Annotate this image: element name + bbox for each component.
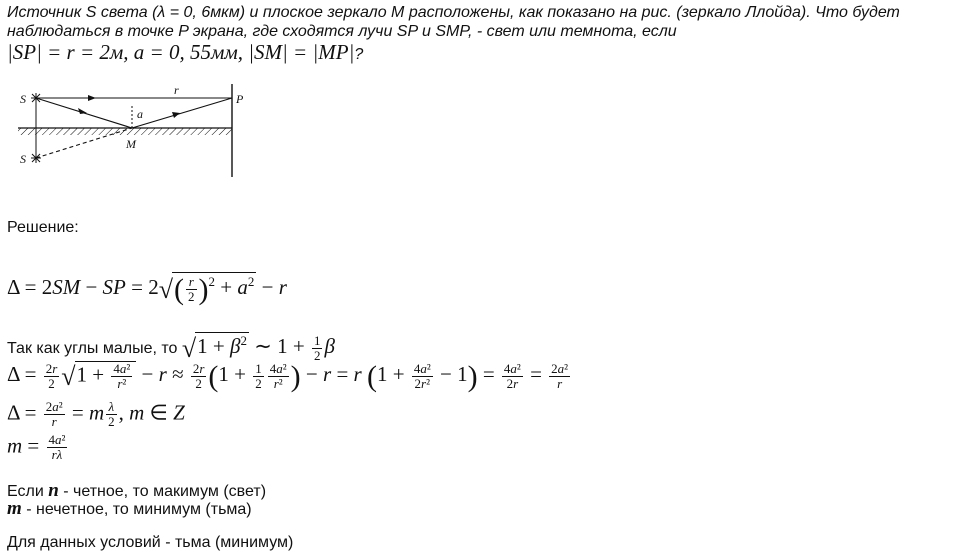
label-s-top: S xyxy=(20,92,26,106)
formula-delta-2: Δ = $\frac{2r}{2}$ √1 + $\frac{\text{4a²}}{\text{r²}}$ − r ≈ $\frac{2r}{2}$ (1 + $\frac{1}{2}$ $\frac{\text{4a²}}{\text{r²}}$ ) − r = r (1 + $\frac{\text{4a²}}{\text{2r²}}$ − 1) = $\frac{\text{4a²}}{2r}$ = $\frac{\text{2a²}}{r}$ xyxy=(7,360,569,393)
odd-line xyxy=(7,498,252,520)
formula-delta-1: Δ = 2SM − SP = 2√( $\frac{r}{2}$ )$^2 + a^2 - r$ xyxy=(7,273,287,306)
solution-heading: Решение: xyxy=(7,219,79,236)
mirror-hatching xyxy=(18,128,232,135)
approx-formula: $√1 + \beta^2$ ∼ 1 + $\frac{1}{2}$ β xyxy=(181,332,335,363)
m-variable: m xyxy=(7,498,22,519)
ray-sp-arrow xyxy=(88,95,96,101)
label-a: a xyxy=(137,107,143,121)
label-m: M xyxy=(126,137,136,151)
conclusion: Для данных условий - тьма (минимум) xyxy=(7,534,294,551)
source-s-star-icon xyxy=(31,93,41,103)
conditions-question-mark: ? xyxy=(354,46,364,63)
label-p: P xyxy=(236,92,244,106)
even-text: - четное, то макимум (свет) xyxy=(58,483,267,500)
label-r: r xyxy=(174,83,179,97)
ray-mp-arrow xyxy=(172,112,180,118)
odd-text: - нечетное, то минимум (тьма) xyxy=(21,501,252,518)
n-variable: n xyxy=(48,480,59,501)
problem-line-2: наблюдаться в точке P экрана, где сходятся лучи SP и SMP, - свет или темнота, если xyxy=(7,23,677,40)
label-s-bottom: S xyxy=(20,152,26,166)
if-word: Если xyxy=(7,483,44,500)
formula-delta-3: Δ = $\frac{\text{2a²}}{r}$ = m $\frac{\lambda}{2}$ , m ∈ Z xyxy=(7,399,185,429)
conditions-formula: |SP| = r = 2м, a = 0, 55мм, |SM| = |MP| xyxy=(7,40,355,64)
ray-sm-arrow xyxy=(78,108,87,114)
formula-m: m = $\frac{\text{4a²}}{r\lambda}$ xyxy=(7,432,66,462)
problem-conditions xyxy=(7,40,363,65)
problem-line-1: Источник S света (λ = 0, 6мкм) и плоское зеркало M расположены, как показано на рис. (зеркало Ллойда). Что будет xyxy=(7,4,900,21)
ray-mp xyxy=(132,98,232,128)
lloyd-mirror-figure xyxy=(10,82,270,197)
small-angles-text: Так как углы малые, то xyxy=(7,340,178,357)
virtual-source-star-icon xyxy=(31,153,41,163)
